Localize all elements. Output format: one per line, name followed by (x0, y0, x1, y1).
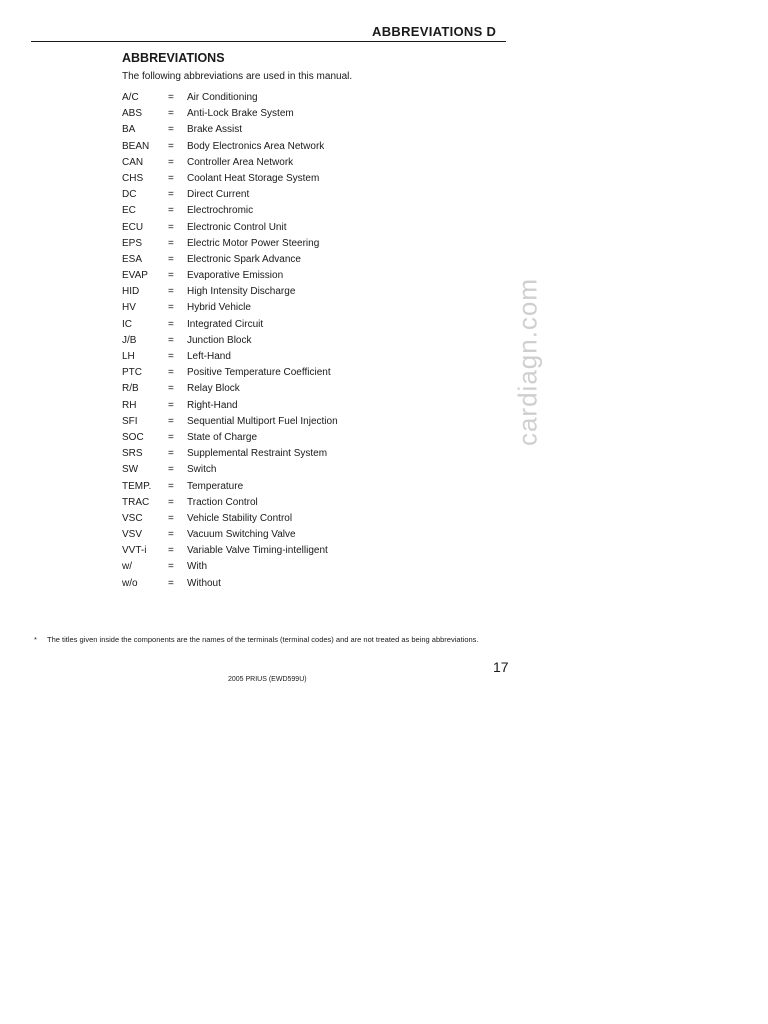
abbreviation-code: CHS (122, 172, 144, 184)
equals-sign: = (168, 415, 174, 427)
page-number: 17 (493, 659, 509, 675)
equals-sign: = (168, 383, 174, 395)
abbreviation-meaning: Evaporative Emission (187, 270, 284, 282)
abbreviation-meaning: Supplemental Restraint System (187, 448, 328, 460)
equals-sign: = (168, 480, 174, 492)
abbreviation-code: SW (122, 464, 139, 476)
equals-sign: = (168, 318, 174, 330)
equals-sign: = (168, 351, 174, 362)
section-intro: The following abbreviations are used in this manual. (122, 71, 353, 82)
abbreviation-code: J/B (122, 334, 137, 346)
abbreviation-code: A/C (122, 92, 139, 103)
abbreviation-code: HID (122, 286, 140, 298)
equals-sign: = (168, 140, 174, 152)
abbreviation-meaning: Left-Hand (187, 351, 231, 362)
abbreviation-code: ECU (122, 221, 144, 233)
abbreviation-meaning: Brake Assist (187, 124, 243, 136)
equals-sign: = (168, 286, 174, 298)
abbreviation-meaning: Without (187, 577, 221, 589)
equals-sign: = (168, 448, 174, 460)
abbreviation-code: w/o (122, 577, 138, 589)
equals-sign: = (168, 512, 174, 524)
equals-sign: = (168, 189, 174, 201)
abbreviation-meaning: Anti-Lock Brake System (187, 108, 294, 120)
abbreviation-meaning: Coolant Heat Storage System (187, 172, 320, 184)
abbreviation-meaning: Junction Block (187, 334, 252, 346)
abbreviation-meaning: Vehicle Stability Control (187, 512, 293, 524)
abbreviation-meaning: Sequential Multiport Fuel Injection (187, 415, 338, 427)
abbreviation-meaning: Traction Control (187, 496, 258, 508)
equals-sign: = (168, 205, 174, 217)
abbreviation-code: w/ (122, 561, 132, 573)
abbreviation-code: BEAN (122, 140, 150, 152)
abbreviation-meaning: Air Conditioning (187, 92, 258, 103)
equals-sign: = (168, 464, 174, 476)
abbreviation-code: VSV (122, 529, 143, 541)
equals-sign: = (168, 399, 174, 411)
abbreviation-meaning: Positive Temperature Coefficient (187, 367, 331, 379)
abbreviation-meaning: State of Charge (187, 431, 258, 443)
page-header-title: ABBREVIATIONS D (372, 24, 497, 39)
abbreviation-meaning: Switch (187, 464, 217, 476)
abbreviation-code: EC (122, 205, 136, 217)
abbreviation-meaning: With (187, 561, 207, 573)
abbreviation-code: SFI (122, 415, 138, 427)
abbreviation-code: TRAC (122, 496, 150, 508)
equals-sign: = (168, 124, 174, 136)
equals-sign: = (168, 367, 174, 379)
abbreviation-meaning: Hybrid Vehicle (187, 302, 251, 314)
abbreviation-code: SRS (122, 448, 143, 460)
abbreviation-code: R/B (122, 383, 139, 395)
abbreviation-meaning: Body Electronics Area Network (187, 140, 325, 152)
equals-sign: = (168, 431, 174, 443)
footnote-text: The titles given inside the components are the names of the terminals (terminal codes) and are not treated as being abbreviations. (47, 635, 479, 644)
abbreviation-meaning: High Intensity Discharge (187, 286, 296, 298)
abbreviation-meaning: Electronic Spark Advance (187, 253, 301, 265)
abbreviation-code: EVAP (122, 270, 148, 282)
equals-sign: = (168, 253, 174, 265)
equals-sign: = (168, 577, 174, 589)
abbreviation-code: ABS (122, 108, 143, 120)
abbreviation-code: ESA (122, 253, 143, 265)
abbreviation-code: LH (122, 351, 135, 362)
abbreviation-code: PTC (122, 367, 142, 379)
header-rule (31, 41, 506, 42)
equals-sign: = (168, 270, 174, 282)
abbreviation-code: SOC (122, 431, 144, 443)
equals-sign: = (168, 545, 174, 557)
abbreviation-code: DC (122, 189, 137, 201)
equals-sign: = (168, 172, 174, 184)
abbreviation-meaning: Right-Hand (187, 399, 238, 411)
abbreviation-code: VVT-i (122, 545, 147, 557)
watermark: cardiagn.com (512, 277, 543, 447)
equals-sign: = (168, 529, 174, 541)
equals-sign: = (168, 221, 174, 233)
abbreviation-meaning: Relay Block (187, 383, 240, 395)
abbreviation-code: HV (122, 302, 136, 314)
equals-sign: = (168, 108, 174, 120)
abbreviation-meaning: Electrochromic (187, 205, 254, 217)
abbreviation-code: TEMP. (122, 480, 152, 492)
abbreviation-meaning: Electronic Control Unit (187, 221, 287, 233)
document-id: 2005 PRIUS (EWD599U) (228, 676, 307, 683)
equals-sign: = (168, 92, 174, 103)
abbreviation-meaning: Temperature (187, 480, 244, 492)
abbreviation-code: IC (122, 318, 132, 330)
footnote (34, 635, 509, 645)
abbreviation-code: CAN (122, 156, 144, 168)
abbreviation-meaning: Electric Motor Power Steering (187, 237, 320, 249)
abbreviation-code: BA (122, 124, 136, 136)
equals-sign: = (168, 156, 174, 168)
abbreviation-code: VSC (122, 512, 143, 524)
section-title: ABBREVIATIONS (122, 51, 225, 65)
abbreviation-meaning: Vacuum Switching Valve (187, 529, 296, 541)
abbreviation-meaning: Direct Current (187, 189, 250, 201)
abbreviation-meaning: Variable Valve Timing-intelligent (187, 545, 328, 557)
equals-sign: = (168, 302, 174, 314)
abbreviation-meaning: Integrated Circuit (187, 318, 264, 330)
equals-sign: = (168, 561, 174, 573)
abbreviation-code: EPS (122, 237, 143, 249)
footnote-mark: * (34, 635, 37, 644)
equals-sign: = (168, 496, 174, 508)
equals-sign: = (168, 334, 174, 346)
abbreviation-code: RH (122, 399, 137, 411)
equals-sign: = (168, 237, 174, 249)
abbreviation-meaning: Controller Area Network (187, 156, 294, 168)
